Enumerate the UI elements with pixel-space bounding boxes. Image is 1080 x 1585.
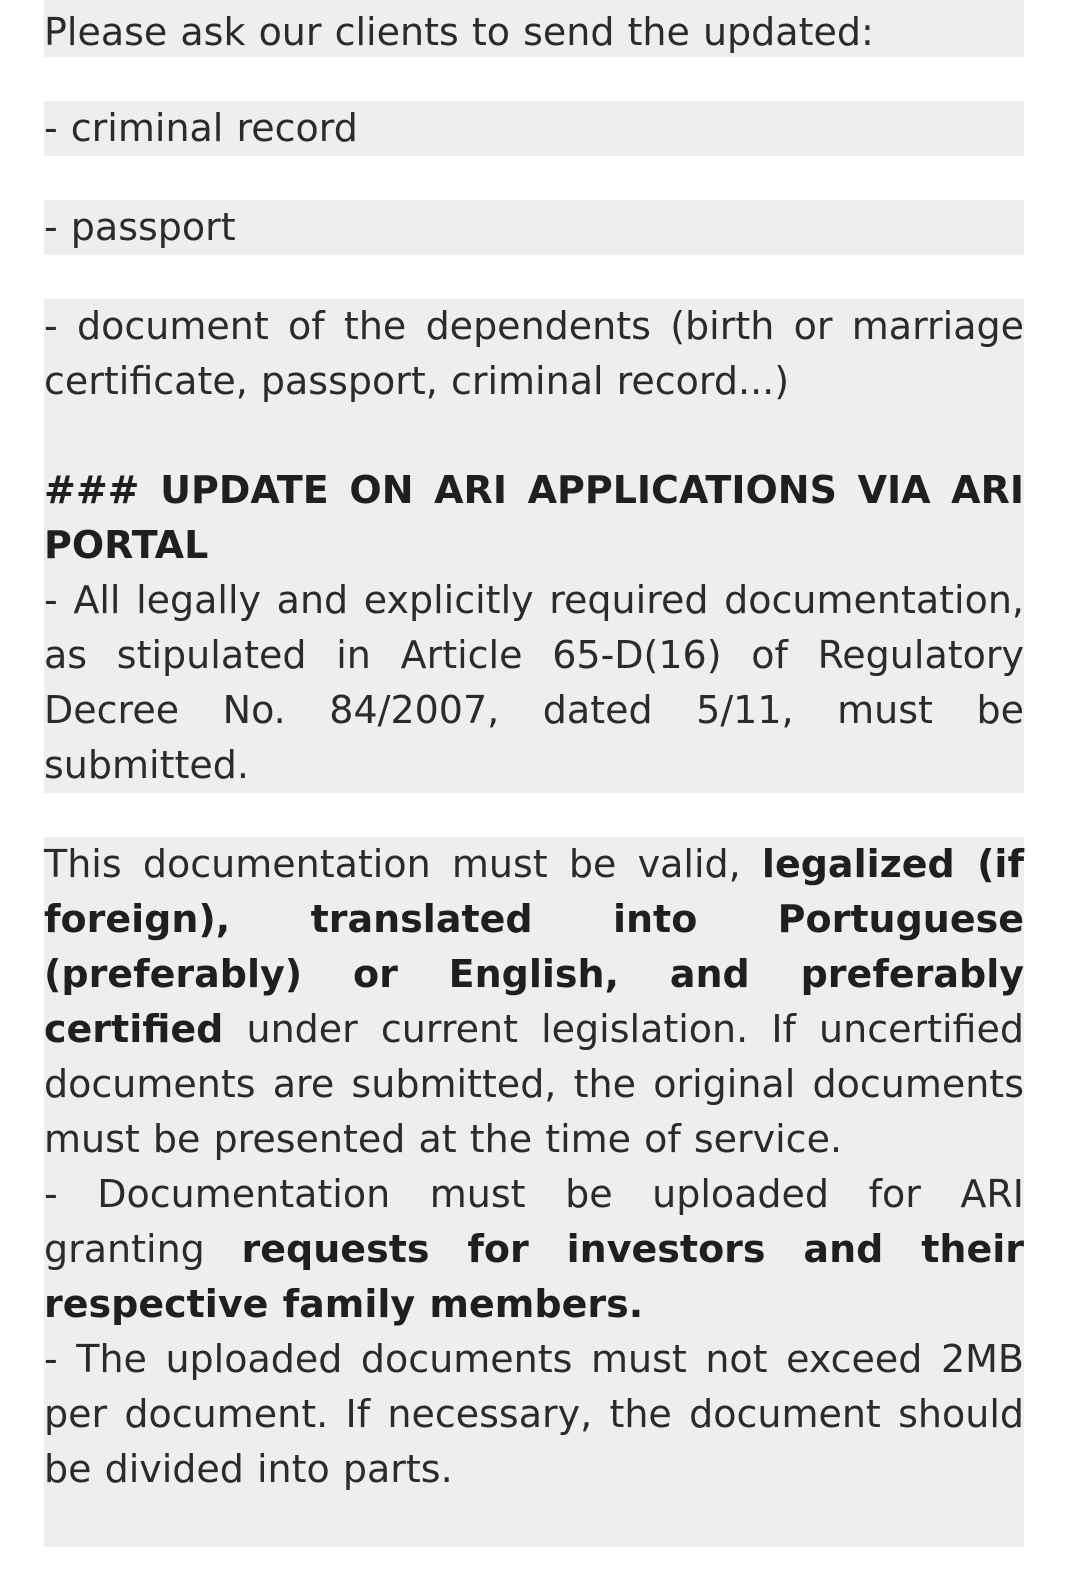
intro-text: Please ask our clients to send the updated: bbox=[44, 10, 874, 54]
validity-tail: under current legislation. If uncertified documents are submitted, the original documents must be presented at the time of service. bbox=[44, 1007, 1024, 1161]
spacer bbox=[44, 409, 1024, 463]
item-dependents: - document of the dependents (birth or marriage certificate, passport, criminal record...) bbox=[44, 304, 1024, 403]
upload-lead: - Documentation must be uploaded for ARI granting bbox=[44, 1172, 1024, 1271]
documentation-requirements bbox=[44, 837, 1024, 1547]
item-passport: - passport bbox=[44, 205, 236, 249]
point-upload bbox=[44, 1167, 1024, 1332]
item-criminal-record: - criminal record bbox=[44, 106, 358, 150]
list-item bbox=[44, 101, 1024, 156]
validity-paragraph bbox=[44, 837, 1024, 1167]
validity-lead: This documentation must be valid, bbox=[44, 842, 762, 886]
upload-bold: requests for investors and their respective family members. bbox=[44, 1227, 1024, 1326]
update-heading: ### UPDATE ON ARI APPLICATIONS VIA ARI PORTAL bbox=[44, 468, 1024, 567]
validity-bold: legalized (if foreign), translated into Portuguese (preferably) or English, and preferably certified bbox=[44, 842, 1024, 1051]
intro-line bbox=[44, 0, 1024, 57]
point-required-documentation: - All legally and explicitly required documentation, as stipulated in Article 65-D(16) of Regulatory Decree No. 84/2007, dated 5/11, must be submitted. bbox=[44, 578, 1024, 787]
point-size-limit: - The uploaded documents must not exceed 2MB per document. If necessary, the document should be divided into parts. bbox=[44, 1337, 1024, 1491]
list-item bbox=[44, 200, 1024, 255]
document-body bbox=[44, 0, 1024, 1547]
dependents-and-update-section bbox=[44, 299, 1024, 793]
